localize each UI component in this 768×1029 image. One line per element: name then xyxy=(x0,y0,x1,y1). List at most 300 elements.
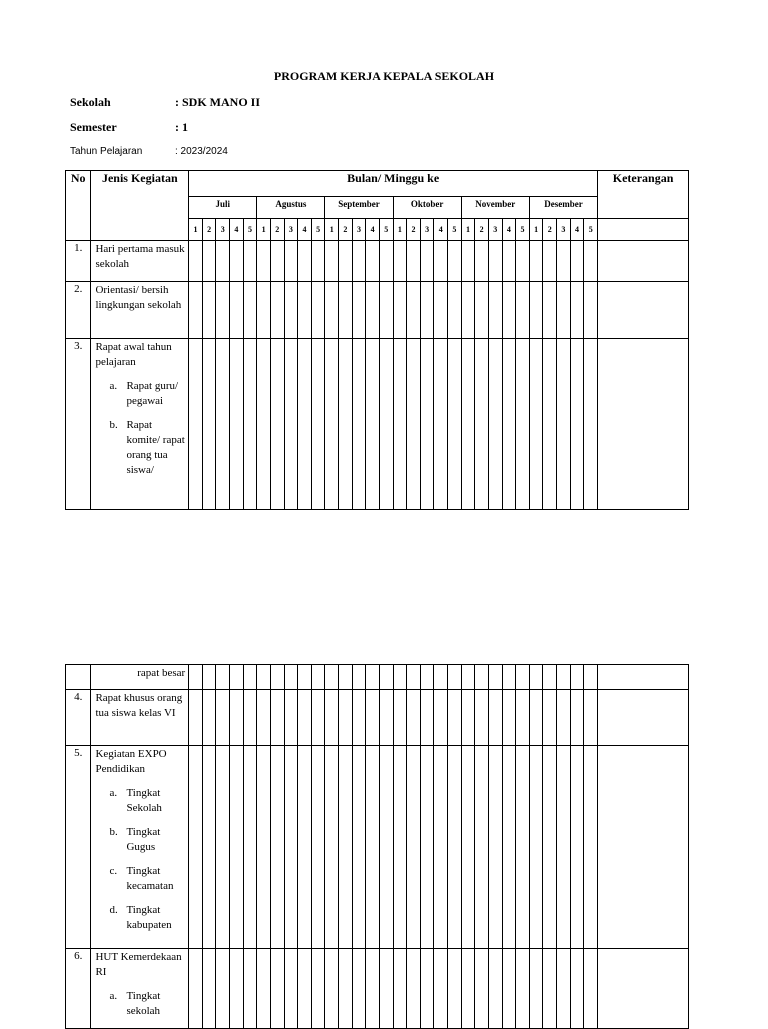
activity-cell xyxy=(91,339,189,510)
week-cell xyxy=(475,282,489,339)
week-number: 3 xyxy=(488,219,502,241)
week-cell xyxy=(557,949,571,1029)
week-cell xyxy=(570,746,584,949)
week-number: 4 xyxy=(230,219,244,241)
week-cell xyxy=(407,241,421,282)
week-cell xyxy=(502,282,516,339)
week-cell xyxy=(407,690,421,746)
program-table-page-2 xyxy=(65,664,689,1029)
sub-activity xyxy=(95,786,185,816)
week-cell xyxy=(502,746,516,949)
week-cell xyxy=(420,746,434,949)
table-row xyxy=(66,690,689,746)
week-number: 3 xyxy=(420,219,434,241)
week-cell xyxy=(393,241,407,282)
activity-text: rapat besar xyxy=(137,667,186,679)
row-number: 2. xyxy=(66,282,91,339)
sekolah-value: : SDK MANO II xyxy=(175,95,261,109)
week-cell xyxy=(516,690,530,746)
week-cell xyxy=(448,949,462,1029)
week-cell xyxy=(230,949,244,1029)
week-cell xyxy=(407,746,421,949)
week-cell xyxy=(366,690,380,746)
sub-text: Tingkat sekolah xyxy=(126,990,161,1017)
sub-letter: a. xyxy=(109,990,118,1002)
week-cell xyxy=(516,282,530,339)
sub-activity xyxy=(95,864,185,894)
week-cell xyxy=(202,665,216,690)
table-row xyxy=(66,665,689,690)
week-cell xyxy=(557,665,571,690)
week-cell xyxy=(311,690,325,746)
week-cell xyxy=(216,665,230,690)
week-cell xyxy=(189,339,203,510)
col-no-header: No xyxy=(66,171,91,241)
week-cell xyxy=(216,339,230,510)
week-cell xyxy=(311,949,325,1029)
week-cell xyxy=(570,241,584,282)
week-cell xyxy=(516,746,530,949)
sub-letter: a. xyxy=(109,787,118,799)
week-cell xyxy=(325,241,339,282)
week-cell xyxy=(270,665,284,690)
week-cell xyxy=(257,665,271,690)
week-number: 3 xyxy=(557,219,571,241)
week-cell xyxy=(543,746,557,949)
week-cell xyxy=(311,339,325,510)
week-number: 3 xyxy=(216,219,230,241)
activity-cell xyxy=(91,241,189,282)
week-cell xyxy=(502,665,516,690)
tahun-label: Tahun Pelajaran xyxy=(70,146,143,157)
week-cell xyxy=(298,949,312,1029)
week-number: 1 xyxy=(529,219,543,241)
month-header: November xyxy=(461,197,529,219)
semester-line xyxy=(70,120,188,135)
week-cell xyxy=(216,241,230,282)
week-cell xyxy=(230,746,244,949)
week-cell xyxy=(257,282,271,339)
week-cell xyxy=(202,949,216,1029)
week-cell xyxy=(448,241,462,282)
keterangan-blank xyxy=(598,219,689,241)
week-number: 3 xyxy=(284,219,298,241)
week-cell xyxy=(284,665,298,690)
week-number: 1 xyxy=(461,219,475,241)
week-cell xyxy=(516,241,530,282)
keterangan-cell xyxy=(597,665,688,690)
week-cell xyxy=(339,949,353,1029)
sub-activity xyxy=(95,989,185,1019)
week-cell xyxy=(216,949,230,1029)
week-cell xyxy=(230,690,244,746)
keterangan-cell xyxy=(598,282,689,339)
week-number: 4 xyxy=(434,219,448,241)
week-cell xyxy=(434,339,448,510)
week-number: 3 xyxy=(352,219,366,241)
week-cell xyxy=(529,746,543,949)
week-cell xyxy=(516,339,530,510)
week-cell xyxy=(284,949,298,1029)
week-cell xyxy=(393,746,407,949)
week-cell xyxy=(230,339,244,510)
sub-letter: b. xyxy=(109,826,118,838)
week-cell xyxy=(543,282,557,339)
keterangan-cell xyxy=(598,339,689,510)
week-cell xyxy=(270,949,284,1029)
keterangan-cell xyxy=(597,949,688,1029)
week-cell xyxy=(202,690,216,746)
week-cell xyxy=(325,746,339,949)
week-cell xyxy=(529,665,543,690)
week-cell xyxy=(529,241,543,282)
week-cell xyxy=(434,241,448,282)
week-cell xyxy=(366,746,380,949)
week-cell xyxy=(270,241,284,282)
week-cell xyxy=(584,241,598,282)
week-cell xyxy=(516,665,530,690)
week-cell xyxy=(434,746,448,949)
week-number: 5 xyxy=(379,219,393,241)
week-cell xyxy=(434,690,448,746)
sub-letter: a. xyxy=(109,380,118,392)
keterangan-cell xyxy=(598,241,689,282)
table-row xyxy=(66,339,689,510)
sub-text: Tingkat Sekolah xyxy=(126,787,162,814)
week-cell xyxy=(352,282,366,339)
week-cell xyxy=(420,665,434,690)
week-cell xyxy=(570,949,584,1029)
week-cell xyxy=(584,282,598,339)
week-cell xyxy=(557,339,571,510)
week-cell xyxy=(366,665,380,690)
week-cell xyxy=(488,339,502,510)
week-cell xyxy=(461,665,475,690)
week-cell xyxy=(448,282,462,339)
week-cell xyxy=(202,746,216,949)
week-cell xyxy=(434,949,448,1029)
week-cell xyxy=(284,746,298,949)
month-header: September xyxy=(325,197,393,219)
week-cell xyxy=(461,282,475,339)
week-cell xyxy=(243,690,257,746)
month-header: Oktober xyxy=(393,197,461,219)
week-cell xyxy=(448,746,462,949)
month-header: Desember xyxy=(529,197,597,219)
week-cell xyxy=(230,282,244,339)
week-number: 4 xyxy=(298,219,312,241)
row-number: 4. xyxy=(66,690,91,746)
week-cell xyxy=(393,690,407,746)
activity-text: Rapat awal tahun pelajaran xyxy=(95,341,172,368)
week-cell xyxy=(448,690,462,746)
week-number: 5 xyxy=(243,219,257,241)
week-cell xyxy=(257,241,271,282)
sub-text: Tingkat kecamatan xyxy=(126,865,174,892)
week-cell xyxy=(339,282,353,339)
week-cell xyxy=(257,746,271,949)
month-header: Juli xyxy=(189,197,257,219)
week-cell xyxy=(189,690,203,746)
week-cell xyxy=(488,241,502,282)
sub-letter: c. xyxy=(109,865,118,877)
week-cell xyxy=(407,949,421,1029)
week-number: 2 xyxy=(475,219,489,241)
week-cell xyxy=(543,690,557,746)
week-cell xyxy=(379,665,393,690)
week-cell xyxy=(570,282,584,339)
week-cell xyxy=(475,665,489,690)
week-number: 5 xyxy=(584,219,598,241)
week-cell xyxy=(570,339,584,510)
week-cell xyxy=(216,746,230,949)
sub-letter: d. xyxy=(109,904,118,916)
week-cell xyxy=(570,665,584,690)
week-cell xyxy=(339,241,353,282)
week-cell xyxy=(420,282,434,339)
week-cell xyxy=(339,690,353,746)
week-cell xyxy=(284,282,298,339)
week-cell xyxy=(407,282,421,339)
week-cell xyxy=(379,690,393,746)
week-cell xyxy=(325,690,339,746)
week-cell xyxy=(448,339,462,510)
week-cell xyxy=(298,665,312,690)
week-cell xyxy=(393,949,407,1029)
week-cell xyxy=(502,241,516,282)
week-number: 2 xyxy=(407,219,421,241)
week-cell xyxy=(366,241,380,282)
week-cell xyxy=(557,241,571,282)
week-cell xyxy=(475,241,489,282)
week-cell xyxy=(393,665,407,690)
week-cell xyxy=(461,241,475,282)
week-cell xyxy=(570,690,584,746)
week-cell xyxy=(366,339,380,510)
sub-activity xyxy=(95,379,185,409)
week-cell xyxy=(352,665,366,690)
week-cell xyxy=(448,665,462,690)
keterangan-cell xyxy=(597,746,688,949)
week-cell xyxy=(339,746,353,949)
activity-cell xyxy=(91,746,189,949)
row-number: 6. xyxy=(66,949,91,1029)
week-cell xyxy=(502,949,516,1029)
activity-cell xyxy=(91,949,189,1029)
week-cell xyxy=(243,339,257,510)
week-cell xyxy=(189,241,203,282)
semester-value: : 1 xyxy=(175,120,188,134)
week-cell xyxy=(352,690,366,746)
week-number: 2 xyxy=(270,219,284,241)
week-cell xyxy=(393,282,407,339)
week-cell xyxy=(243,665,257,690)
week-cell xyxy=(379,282,393,339)
week-cell xyxy=(284,690,298,746)
week-cell xyxy=(325,665,339,690)
activity-text: Rapat khusus orang tua siswa kelas VI xyxy=(95,692,183,719)
week-number: 1 xyxy=(189,219,203,241)
week-cell xyxy=(543,665,557,690)
week-cell xyxy=(216,690,230,746)
sub-activity xyxy=(95,418,185,478)
page-title: PROGRAM KERJA KEPALA SEKOLAH xyxy=(273,69,495,83)
week-number: 1 xyxy=(325,219,339,241)
week-cell xyxy=(407,339,421,510)
week-number: 5 xyxy=(516,219,530,241)
week-cell xyxy=(529,339,543,510)
week-cell xyxy=(270,746,284,949)
week-cell xyxy=(420,949,434,1029)
tahun-value: : 2023/2024 xyxy=(175,146,228,157)
week-number: 4 xyxy=(570,219,584,241)
activity-text: Orientasi/ bersih lingkungan sekolah xyxy=(95,284,182,311)
week-cell xyxy=(420,241,434,282)
week-cell xyxy=(434,282,448,339)
row-number xyxy=(66,665,91,690)
week-cell xyxy=(311,665,325,690)
week-cell xyxy=(529,282,543,339)
week-cell xyxy=(298,690,312,746)
sekolah-label: Sekolah xyxy=(70,95,111,109)
week-cell xyxy=(584,949,598,1029)
week-cell xyxy=(584,746,598,949)
week-cell xyxy=(325,949,339,1029)
table-row xyxy=(66,949,689,1029)
week-cell xyxy=(475,949,489,1029)
week-cell xyxy=(189,665,203,690)
activity-text: Kegiatan EXPO Pendidikan xyxy=(95,748,167,775)
week-cell xyxy=(352,949,366,1029)
week-cell xyxy=(379,949,393,1029)
row-number: 1. xyxy=(66,241,91,282)
week-cell xyxy=(557,282,571,339)
row-number: 3. xyxy=(66,339,91,510)
activity-text: HUT Kemerdekaan RI xyxy=(95,951,182,978)
week-cell xyxy=(366,949,380,1029)
week-cell xyxy=(189,746,203,949)
week-cell xyxy=(488,746,502,949)
week-number: 2 xyxy=(339,219,353,241)
week-cell xyxy=(311,282,325,339)
keterangan-cell xyxy=(597,690,688,746)
sub-text: Tingkat Gugus xyxy=(126,826,161,853)
week-cell xyxy=(325,282,339,339)
week-cell xyxy=(529,949,543,1029)
week-cell xyxy=(379,241,393,282)
week-cell xyxy=(502,339,516,510)
week-cell xyxy=(461,690,475,746)
week-cell xyxy=(243,746,257,949)
week-number: 2 xyxy=(543,219,557,241)
week-cell xyxy=(379,746,393,949)
week-cell xyxy=(202,241,216,282)
week-cell xyxy=(189,282,203,339)
week-cell xyxy=(475,746,489,949)
week-cell xyxy=(230,241,244,282)
week-cell xyxy=(352,241,366,282)
semester-label: Semester xyxy=(70,120,117,134)
month-header: Agustus xyxy=(257,197,325,219)
week-number: 2 xyxy=(202,219,216,241)
week-cell xyxy=(543,241,557,282)
week-cell xyxy=(270,282,284,339)
activity-cell xyxy=(91,282,189,339)
week-cell xyxy=(202,339,216,510)
week-cell xyxy=(434,665,448,690)
header-row-1 xyxy=(66,171,689,197)
tahun-line xyxy=(70,146,228,157)
week-cell xyxy=(516,949,530,1029)
week-cell xyxy=(488,282,502,339)
week-cell xyxy=(407,665,421,690)
sekolah-line xyxy=(70,95,261,110)
activity-text: Hari pertama masuk sekolah xyxy=(95,243,185,270)
col-keterangan-header: Keterangan xyxy=(598,171,689,219)
week-cell xyxy=(243,282,257,339)
week-cell xyxy=(461,949,475,1029)
week-cell xyxy=(216,282,230,339)
sub-activity xyxy=(95,825,185,855)
week-cell xyxy=(366,282,380,339)
week-cell xyxy=(339,665,353,690)
week-cell xyxy=(257,690,271,746)
week-number: 5 xyxy=(448,219,462,241)
week-cell xyxy=(339,339,353,510)
week-cell xyxy=(488,665,502,690)
sub-activity xyxy=(95,903,185,933)
activity-cell xyxy=(91,690,189,746)
week-cell xyxy=(475,339,489,510)
sub-text: Rapat komite/ rapat orang tua siswa/ xyxy=(126,419,185,476)
week-cell xyxy=(420,339,434,510)
week-cell xyxy=(325,339,339,510)
week-cell xyxy=(284,339,298,510)
week-cell xyxy=(420,690,434,746)
week-cell xyxy=(557,746,571,949)
week-cell xyxy=(298,241,312,282)
week-cell xyxy=(488,949,502,1029)
week-cell xyxy=(243,241,257,282)
week-number: 1 xyxy=(257,219,271,241)
table-row xyxy=(66,241,689,282)
sub-text: Tingkat kabupaten xyxy=(126,904,172,931)
week-cell xyxy=(543,339,557,510)
week-cell xyxy=(393,339,407,510)
col-jenis-header: Jenis Kegiatan xyxy=(91,171,189,241)
week-cell xyxy=(584,665,598,690)
week-cell xyxy=(584,339,598,510)
week-cell xyxy=(270,690,284,746)
week-number: 5 xyxy=(311,219,325,241)
week-cell xyxy=(461,339,475,510)
week-cell xyxy=(270,339,284,510)
week-cell xyxy=(298,339,312,510)
week-cell xyxy=(257,339,271,510)
week-cell xyxy=(230,665,244,690)
week-cell xyxy=(543,949,557,1029)
table-row xyxy=(66,282,689,339)
table-row xyxy=(66,746,689,949)
week-cell xyxy=(475,690,489,746)
week-cell xyxy=(379,339,393,510)
week-cell xyxy=(488,690,502,746)
week-cell xyxy=(352,746,366,949)
week-number: 1 xyxy=(393,219,407,241)
week-cell xyxy=(202,282,216,339)
week-number: 4 xyxy=(366,219,380,241)
col-bulan-header: Bulan/ Minggu ke xyxy=(189,171,598,197)
